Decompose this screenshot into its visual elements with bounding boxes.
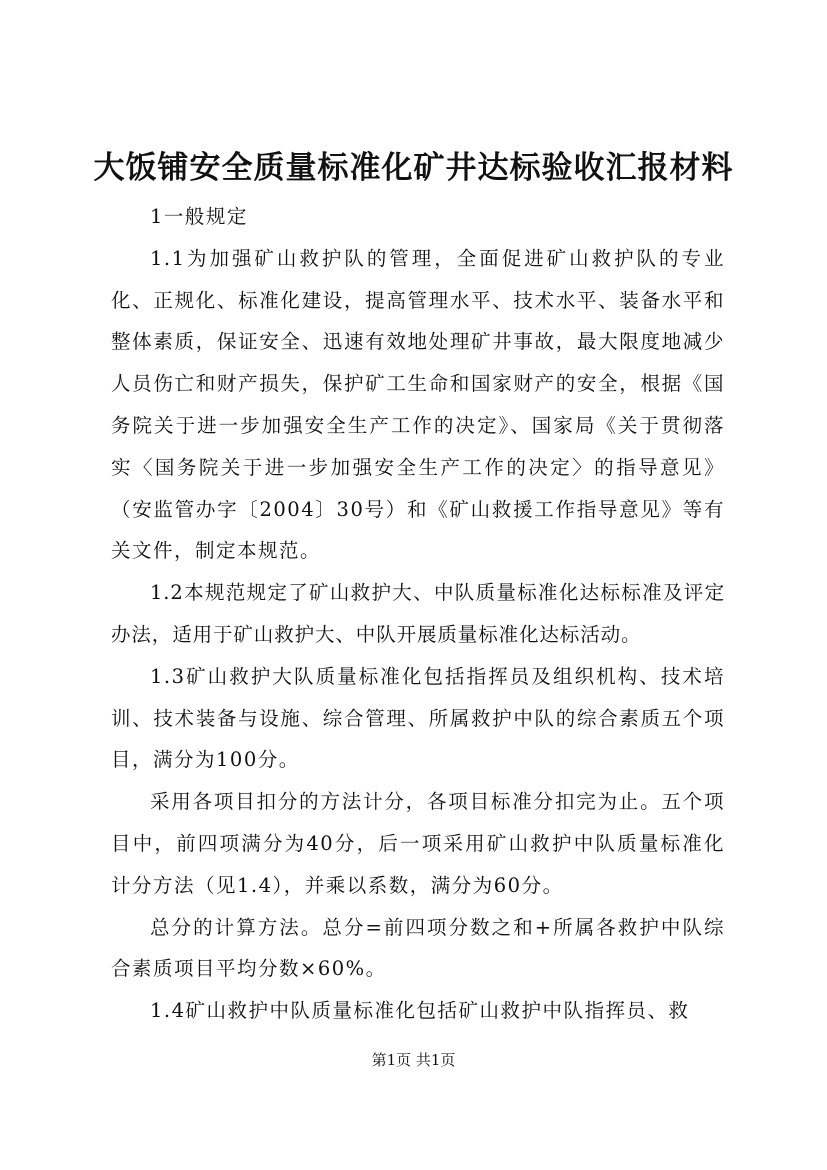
paragraph: 1.4矿山救护中队质量标准化包括矿山救护中队指挥员、救 <box>150 999 690 1023</box>
document-title: 大饭铺安全质量标准化矿井达标验收汇报材料 <box>93 150 734 186</box>
paragraph: 总分的计算方法。总分=前四项分数之和+所属各救护中队综合素质项目平均分数×60%。 <box>111 915 725 981</box>
document-body <box>111 196 725 1032</box>
section-heading: 1一般规定 <box>150 205 248 228</box>
paragraph: 1.2本规范规定了矿山救护大、中队质量标准化达标标准及评定办法，适用于矿山救护大、中队开展质量标准化达标活动。 <box>111 581 725 646</box>
page-footer: 第1页 共1页 <box>371 1051 456 1069</box>
paragraph: 采用各项目扣分的方法计分，各项目标准分扣完为止。五个项目中，前四项满分为40分，后一项采用矿山救护中队质量标准化计分方法（见1.4），并乘以系数，满分为60分。 <box>111 790 725 897</box>
paragraph: 1.1为加强矿山救护队的管理，全面促进矿山救护队的专业化、正规化、标准化建设，提高管理水平、技术水平、装备水平和整体素质，保证安全、迅速有效地处理矿井事故，最大限度地减少人员伤亡和财产损失，保护矿工生命和国家财产的安全，根据《国务院关于进一步加强安全生产工作的决定》、国家局《关于贯彻落实〈国务院关于进一步加强安全生产工作的决定〉的指导意见》（安监管办字〔2004〕30号）和《矿山救援工作指导意见》等有关文件，制定本规范。 <box>111 246 725 563</box>
paragraph: 1.3矿山救护大队质量标准化包括指挥员及组织机构、技术培训、技术装备与设施、综合管理、所属救护中队的综合素质五个项目，满分为100分。 <box>111 664 725 772</box>
